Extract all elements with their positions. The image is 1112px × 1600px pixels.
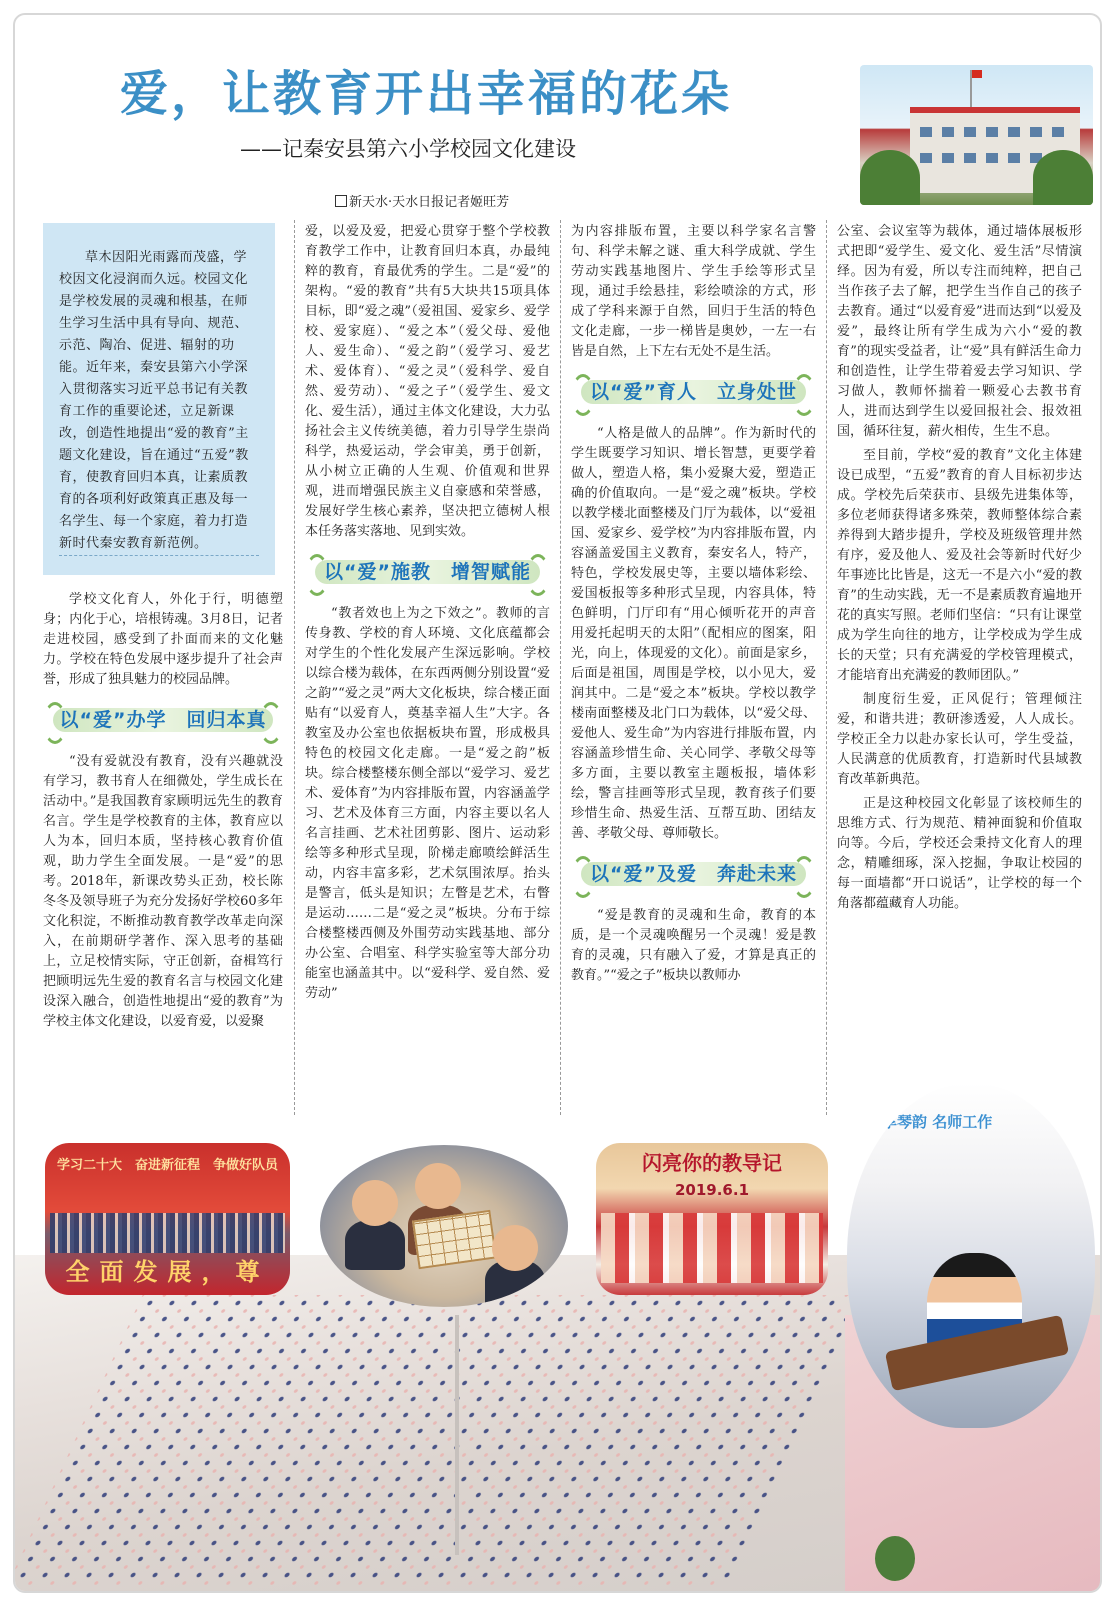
student-face (415, 1163, 461, 1209)
column-2 (305, 222, 550, 1008)
column-divider (826, 220, 827, 1115)
students-on-stage (50, 1213, 285, 1253)
byline-box-icon (335, 195, 347, 207)
column-divider (560, 220, 561, 1115)
article-paragraph: 制度衍生爱，正风促行；管理倾注爱，和谐共进；教研渗透爱，人人成长。学校正全力以赴办家长认可，学生受益，人民满意的优质教育，打造新时代县域教育改革新典范。 (837, 692, 1082, 787)
article-paragraph: “教者效也上为之下效之”。教师的言传身教、学校的育人环境、文化底蕴都会对学生的个性化发展产生深远影响。学校以综合楼为载体，在东西两侧分别设置“爱之韵”“爱之灵”两大文化板块，综合楼正面贴有“以爱育人，奠基幸福人生”大字。各教室及办公室也依据板块布置，形成极具特色的校园文化走廊。一是“爱之韵”板块。综合楼整楼东侧全部以“爱学习、爱艺术、爱体育”为内容排版布置，内容涵盖学习、艺术及体育三方面，内容主要以名人名言挂画、艺术社团剪影、图片、运动彩绘等多种形式呈现，阶梯走廊喷绘鲜活生动，内容丰富多彩，艺术氛围浓厚。抬头是警言，低头是知识；左瞥是艺术，右瞥是运动……二是“爱之灵”板块。分布于综合楼整楼西侧及外围劳动实践基地、部分办公室、合唱室、科学实验室等大部分功能室也涵盖其中。以“爱科学、爱自然、爱劳动” (305, 606, 550, 1001)
article-paragraph: 公室、会议室等为载体，通过墙体展板形式把即“爱学生、爱文化、爱生活”尽情演绎。因为有爱，所以专注而纯粹，把自己当作孩子去了解，把学生当作自己的孩子去教育。通过“以爱育爱”进而达到“以爱及爱”，最终让所有学生成为六小“爱的教育”的现实受益者，让“爱”具有鲜活生命力和创造性，让学生带着爱去学习知识、学习做人，教师怀揣着一颗爱心去教书育人，进而达到学生以爱回报社会、报效祖国，循环往复，薪火相传，生生不息。 (837, 224, 1082, 439)
newspaper-page (13, 13, 1102, 1593)
section-heading (43, 700, 283, 742)
section-heading (305, 552, 550, 594)
byline (335, 191, 509, 210)
column-1 (43, 590, 283, 1036)
student-face (492, 1225, 538, 1271)
section-heading (571, 372, 816, 414)
dance-performance-photo (596, 1143, 828, 1295)
performance-banner: 闪亮你的教导记 (642, 1151, 782, 1175)
chess-photo (320, 1145, 568, 1307)
student-face (352, 1180, 398, 1226)
guzheng-class-photo (847, 1083, 1095, 1428)
section-heading-text: 以“爱”办学 回归本真 (59, 709, 267, 731)
stage-slogan: 全面发展，尊 (65, 1258, 270, 1286)
byline-text: 新天水·天水日报记者姬旺芳 (349, 195, 510, 210)
performance-date: 2019.6.1 (674, 1181, 750, 1199)
student (345, 1220, 405, 1270)
article-paragraph: 为内容排版布置，主要以科学家名言警句、科学未解之谜、重大科学成就、学生劳动实践基地图片、学生手绘等形式呈现，通过手绘悬挂，彩绘喷涂的方式，形成了学科来源于自然，回归于生活的特色文化走廊，一步一梯皆是奥妙，一左一右皆是自然，上下左右无处不是生活。 (571, 224, 816, 359)
students-formation (15, 1295, 863, 1585)
column-4 (837, 222, 1082, 918)
lead-box (43, 223, 275, 575)
stage-banner: 学习二十大 奋进新征程 争做好队员 (56, 1158, 278, 1173)
article-paragraph: 爱，以爱及爱，把爱心贯穿于整个学校教育教学工作中，让教育回归本真，办最纯粹的教育，育最优秀的学生。二是“爱”的架构。“爱的教育”共有5大块共15项具体目标，即“爱之魂”（爱祖国、爱家乡、爱学校、爱家庭）、“爱之本”（爱父母、爱他人、爱生命）、“爱之韵”（爱学习、爱艺术、爱体育）、“爱之灵”（爱科学、爱自然、爱劳动）、“爱之子”（爱学生、爱文化、爱生活），通过主体文化建设，大力弘扬社会主义传统美德，着力引导学生崇尚科学，热爱运动，学会审美，勇于创新，从小树立正确的人生观、价值观和世界观，进而增强民族主义自豪感和荣誉感，发展好学生核心素养，坚决把立德树人根本任务落实落地、见到实效。 (305, 224, 550, 539)
flag-icon (972, 70, 982, 78)
tree (875, 1536, 915, 1581)
section-heading-text: 以“爱”施教 增智赋能 (324, 561, 531, 583)
article-paragraph: 至目前，学校“爱的教育”文化主体建设已成型，“五爱”教育的育人目标初步达成。学校先后荣获市、县级先进集体等，多位老师获得诸多殊荣，教师整体综合素养得到大踏步提升，学校及班级管理井然有序，爱及他人、爱及社会等新时代好少年事迹比比皆是，这无一不是六小“爱的教育”的生动实践，无一不是素质教育遍地开花的真实写照。老师们坚信：“只有让课堂成为学生向往的地方，让学校成为学生成长的天堂；只有充满爱的学校管理模式，才能培育出充满爱的教师团队。” (837, 448, 1082, 683)
section-heading-text: 以“爱”及爱 奔赴未来 (590, 863, 797, 885)
chess-board (412, 1210, 497, 1270)
classroom-wall-text: 乐享琴韵 名师工作 (867, 1113, 993, 1131)
flagpole (455, 1315, 459, 1555)
column-divider (294, 220, 295, 1115)
article-paragraph: “爱是教育的灵魂和生命，教育的本质，是一个灵魂唤醒另一个灵魂！爱是教育的灵魂，只有融入了爱，才算是真正的教育。”“爱之子”板块以教师办 (571, 908, 816, 983)
assembly-photo (45, 1143, 290, 1295)
page-subtitle: ——记秦安县第六小学校园文化建设 (240, 137, 576, 161)
article-paragraph: “人格是做人的品牌”。作为新时代的学生既要学习知识、增长智慧，更要学着做人，塑造人格，集小爱聚大爱，塑造正确的价值取向。一是“爱之魂”板块。学校以教学楼北面整楼及门厅为载体，以“爱祖国、爱家乡、爱学校”为内容排版布置，内容涵盖爱国主义教育，秦安名人，特产，特色，学校发展史等，主要以墙体彩绘、爱国板报等多种形式呈现，内容具体，特色鲜明，门厅印有“用心倾听花开的声音 用爱托起明天的太阳”（配相应的图案，阳光，向上，体现爱的文化）。前面是家乡，后面是祖国，周围是学校，以小见大，爱润其中。二是“爱之本”板块。学校以教学楼南面整楼及北门口为载体，以“爱父母、爱他人、爱生命”为内容进行排版布置，内容涵盖珍惜生命、关心同学、孝敬父母等多方面，主要以教室主题板报，墙体彩绘，警言挂画等形式呈现，教育孩子们要珍惜生命、热爱生活、互帮互助、团结友善、孝敬父母、尊师敬长。 (571, 426, 830, 841)
section-heading (571, 854, 816, 896)
dancers (601, 1213, 823, 1283)
page-title: 爱，让教育开出幸福的花朵 (120, 66, 733, 122)
article-paragraph: 正是这种校园文化彰显了该校师生的思维方式、行为规范、精神面貌和价值取向等。今后，学校还会秉持文化育人的理念，精雕细琢，深入挖掘，争取让校园的每一面墙都“开口说话”，让学校的每一个角落都蕴藏育人功能。 (837, 796, 1082, 911)
tree (860, 150, 920, 205)
tree (1033, 150, 1093, 205)
article-paragraph: “没有爱就没有教育，没有兴趣就没有学习，教书育人在细微处，学生成长在活动中。”是我国教育家顾明远先生的教育名言。学生是学校教育的主体，教育应以人为本，回归本质，坚持核心教育价值观，助力学生全面发展。一是“爱”的思考。2018年，新课改势头正劲，校长陈冬冬及领导班子为充分发扬好学校60多年文化积淀，不断推动教育教学改革走向深入，在前期研学著作、深入思考的基础上，立足校情实际，守正创新，奋楫笃行把顾明远先生爱的教育名言与校园文化建设深入融合，创造性地提出“爱的教育”为学校主体文化建设，以爱育爱，以爱聚 (43, 754, 283, 1029)
school-building-photo (860, 65, 1093, 205)
article-paragraph: 学校文化育人，外化于行，明德塑身；内化于心，培根铸魂。3月8日，记者走进校园，感受到了扑面而来的文化魅力。学校在特色发展中逐步提升了社会声誉，形成了独具魅力的校园品牌。 (43, 592, 283, 687)
section-heading-text: 以“爱”育人 立身处世 (590, 381, 797, 403)
lead-text: 草木因阳光雨露而茂盛，学校因文化浸润而久远。校园文化是学校发展的灵魂和根基，在师生学习生活中具有导向、规范、示范、陶冶、促进、辐射的功能。近年来，秦安县第六小学深入贯彻落实习近平总书记有关教育工作的重要论述，立足新课改，创造性地提出“爱的教育”主题文化建设，旨在通过“五爱”教育，使教育回归本真，让素质教育的各项利好政策真正惠及每一名学生、每一个家庭，着力打造新时代秦安教育新范例。 (59, 247, 259, 556)
column-3 (571, 222, 830, 990)
